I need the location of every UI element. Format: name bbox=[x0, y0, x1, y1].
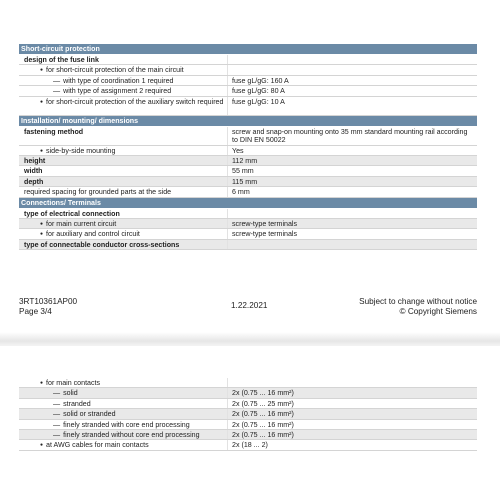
section-short-circuit-protection bbox=[19, 55, 477, 116]
spec-value: screw and snap-on mounting onto 35 mm standard mounting rail according to DIN EN 50022 bbox=[227, 127, 477, 145]
spec-row-design-of-the-fuse-link bbox=[19, 55, 477, 65]
spec-value bbox=[227, 55, 477, 64]
spec-value: screw-type terminals bbox=[227, 219, 477, 228]
spec-label-text: design of the fuse link bbox=[24, 56, 99, 64]
spec-row-with-type-of-assignment-2-required bbox=[19, 86, 477, 96]
spec-label-text: width bbox=[24, 167, 43, 176]
footer-right bbox=[359, 297, 477, 316]
spec-value: 2x (0.75 ... 16 mm²) bbox=[227, 409, 477, 418]
spec-row-height bbox=[19, 156, 477, 166]
dash-icon: — bbox=[53, 410, 61, 419]
copyright: © Copyright Siemens bbox=[399, 306, 477, 316]
spec-value: 2x (18 ... 2) bbox=[227, 440, 477, 449]
spec-row-type-of-connectable-conductor-cross-sect bbox=[19, 240, 477, 250]
spec-label-text: for short-circuit protection of the main circuit bbox=[46, 66, 184, 75]
spec-row-type-of-electrical-connection bbox=[19, 209, 477, 219]
section-header-connections-terminals: Connections/ Terminals bbox=[19, 198, 477, 209]
dash-icon: — bbox=[53, 389, 61, 398]
spec-label bbox=[19, 127, 227, 145]
spec-row-side-by-side-mounting bbox=[19, 146, 477, 156]
dash-icon: — bbox=[53, 87, 61, 96]
spec-label bbox=[19, 55, 227, 64]
spec-table bbox=[19, 44, 477, 250]
spec-value bbox=[227, 240, 477, 249]
spec-label-text: type of connectable conductor cross-sections bbox=[24, 240, 180, 249]
spec-value: 2x (0.75 ... 16 mm²) bbox=[227, 420, 477, 429]
spec-value: Yes bbox=[227, 146, 477, 155]
spec-label bbox=[19, 399, 227, 408]
spec-label-text: finely stranded with core end processing bbox=[63, 420, 190, 429]
footer-date: 1.22.2021 bbox=[231, 301, 268, 310]
spec-label-text: solid or stranded bbox=[63, 410, 116, 419]
spec-label bbox=[19, 430, 227, 439]
datasheet-page-4 bbox=[0, 346, 500, 500]
spec-value: 2x (0.75 ... 16 mm²) bbox=[227, 388, 477, 397]
order-number: 3RT10361AP00 bbox=[19, 297, 78, 306]
spec-label bbox=[19, 388, 227, 397]
spec-value: fuse gL/gG: 80 A bbox=[227, 86, 477, 95]
spec-row-required-spacing-for-grounded-parts-at-t bbox=[19, 187, 477, 197]
spec-label-text: with type of coordination 1 required bbox=[63, 76, 174, 85]
spec-label bbox=[19, 420, 227, 429]
spec-label-text: finely stranded without core end processing bbox=[63, 431, 200, 440]
spec-label-text: fastening method bbox=[24, 127, 84, 136]
dash-icon: — bbox=[53, 399, 61, 408]
spec-label-text: for short-circuit protection of the auxiliary switch required bbox=[46, 97, 224, 106]
dash-icon: — bbox=[53, 431, 61, 440]
spec-row-depth bbox=[19, 177, 477, 187]
spec-value: 115 mm bbox=[227, 177, 477, 186]
dash-icon: — bbox=[53, 76, 61, 85]
spec-label bbox=[19, 209, 227, 218]
spec-table-continued bbox=[19, 378, 477, 451]
spec-label-text: for auxiliary and control circuit bbox=[46, 230, 140, 239]
spec-row-finely-stranded-without-core-end-process bbox=[19, 430, 477, 440]
spec-value bbox=[227, 65, 477, 74]
spec-label bbox=[19, 166, 227, 175]
spec-row-solid bbox=[19, 388, 477, 398]
section-header-short-circuit-protection: Short-circuit protection bbox=[19, 44, 477, 55]
spec-row-stranded bbox=[19, 399, 477, 409]
spec-label bbox=[19, 76, 227, 85]
spec-label-text: solid bbox=[63, 389, 78, 398]
spec-label-text: for main contacts bbox=[46, 379, 101, 387]
section-header-installation-mounting-dimensions: Installation/ mounting/ dimensions bbox=[19, 116, 477, 127]
bullet-icon: ● bbox=[40, 380, 44, 386]
spec-label-text: with type of assignment 2 required bbox=[63, 87, 172, 96]
section-installation-mounting-dimensions bbox=[19, 127, 477, 198]
spec-label bbox=[19, 177, 227, 186]
bullet-icon: ● bbox=[40, 98, 44, 105]
spec-row-for-main-contacts bbox=[19, 378, 477, 388]
spec-label-text: depth bbox=[24, 177, 44, 186]
spec-label bbox=[19, 146, 227, 155]
spec-row-solid-or-stranded bbox=[19, 409, 477, 419]
spec-row-for-short-circuit-protection-of-the-main bbox=[19, 65, 477, 75]
section-connections-terminals bbox=[19, 209, 477, 251]
bullet-icon: ● bbox=[40, 67, 44, 74]
change-notice: Subject to change without notice bbox=[359, 297, 477, 306]
bullet-icon: ● bbox=[40, 147, 44, 154]
spec-label bbox=[19, 156, 227, 165]
spec-value: 55 mm bbox=[227, 166, 477, 175]
spec-label bbox=[19, 378, 227, 387]
spec-row-at-awg-cables-for-main-contacts bbox=[19, 440, 477, 450]
spec-value: 6 mm bbox=[227, 187, 477, 196]
section-conductor-cross-sections bbox=[19, 378, 477, 451]
page-number: Page 3/4 bbox=[19, 306, 52, 316]
spec-value bbox=[227, 209, 477, 218]
spec-row-for-short-circuit-protection-of-the-auxi bbox=[19, 97, 477, 116]
spec-label-text: side-by-side mounting bbox=[46, 146, 116, 155]
spec-label-text: height bbox=[24, 157, 46, 166]
spec-row-with-type-of-coordination-1-required bbox=[19, 76, 477, 86]
spec-label bbox=[19, 229, 227, 238]
bullet-icon: ● bbox=[40, 221, 44, 228]
spec-value: 2x (0.75 ... 16 mm²) bbox=[227, 430, 477, 439]
spec-row-for-auxiliary-and-control-circuit bbox=[19, 229, 477, 239]
spec-label-text: type of electrical connection bbox=[24, 209, 120, 218]
bullet-icon: ● bbox=[40, 442, 44, 449]
spec-row-for-main-current-circuit bbox=[19, 219, 477, 229]
bullet-icon: ● bbox=[40, 231, 44, 238]
spec-label-text: stranded bbox=[63, 399, 91, 408]
footer-left bbox=[19, 297, 77, 316]
spec-value: 112 mm bbox=[227, 156, 477, 165]
spec-label-text: required spacing for grounded parts at the side bbox=[24, 188, 172, 197]
spec-label bbox=[19, 187, 227, 196]
spec-label bbox=[19, 240, 227, 249]
spec-row-width bbox=[19, 166, 477, 176]
spec-value bbox=[227, 378, 477, 387]
spec-value: fuse gL/gG: 160 A bbox=[227, 76, 477, 85]
spec-row-fastening-method bbox=[19, 127, 477, 146]
spec-label bbox=[19, 97, 227, 115]
spec-label-text: at AWG cables for main contacts bbox=[46, 441, 149, 450]
spec-label bbox=[19, 409, 227, 418]
spec-value: 2x (0.75 ... 25 mm²) bbox=[227, 399, 477, 408]
spec-label bbox=[19, 440, 227, 449]
dash-icon: — bbox=[53, 420, 61, 429]
spec-row-finely-stranded-with-core-end-processing bbox=[19, 420, 477, 430]
spec-label bbox=[19, 65, 227, 74]
spec-label-text: for main current circuit bbox=[46, 220, 117, 229]
spec-label bbox=[19, 86, 227, 95]
spec-label bbox=[19, 219, 227, 228]
spec-value: screw-type terminals bbox=[227, 229, 477, 238]
spec-value: fuse gL/gG: 10 A bbox=[227, 97, 477, 115]
